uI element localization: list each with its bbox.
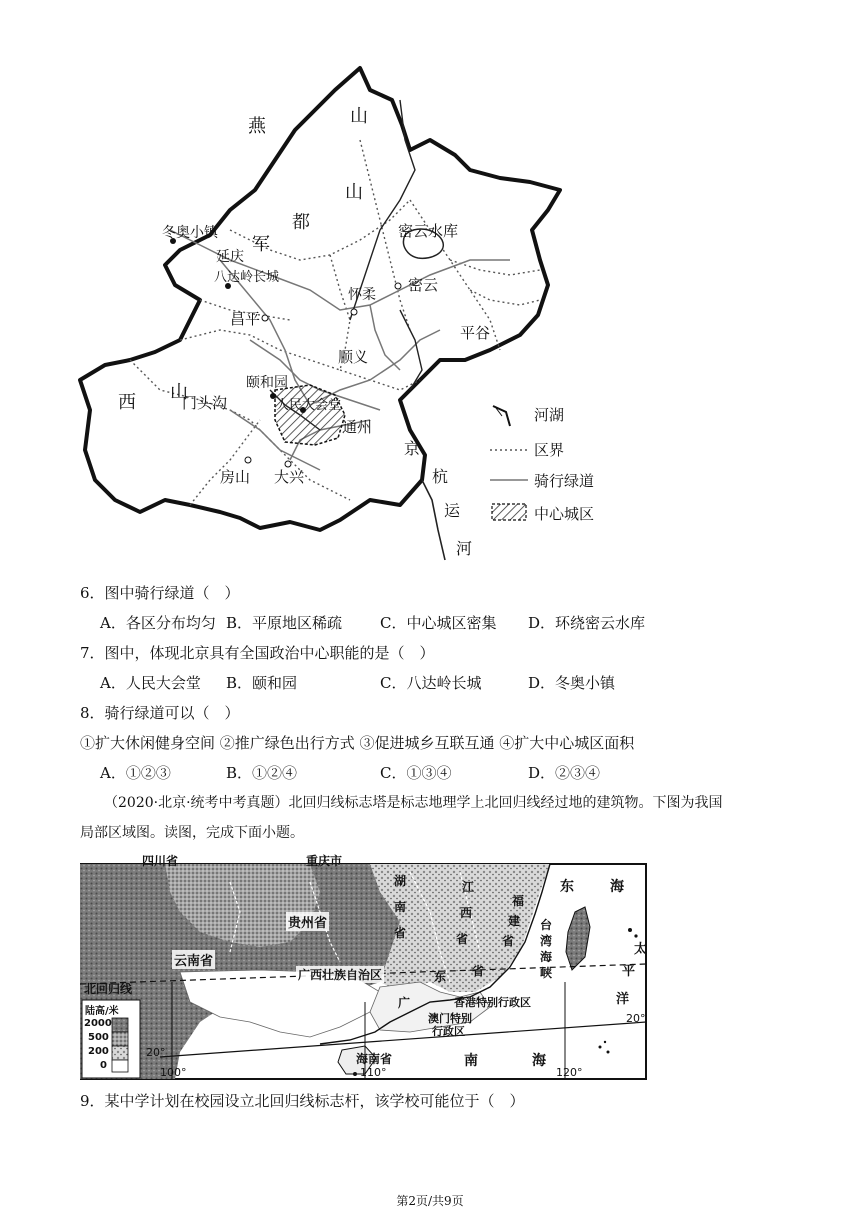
question-6-stem: 6．图中骑行绿道（ ） <box>80 584 240 602</box>
q6-option-a: A．各区分布均匀 <box>100 614 216 632</box>
q7-option-b: B．颐和园 <box>226 674 298 692</box>
label-xi: 西 <box>460 906 473 920</box>
label-shan-1: 山 <box>350 106 368 127</box>
label-dong: 东 <box>434 970 447 984</box>
page-footer: 第2页/共9页 <box>396 1194 464 1208</box>
label-lat-20-west: 20° <box>146 1046 166 1059</box>
label-dongao: 冬奥小镇 <box>162 225 218 241</box>
question-7-stem: 7．图中，体现北京具有全国政治中心职能的是（ ） <box>80 644 435 662</box>
beijing-map <box>70 60 630 570</box>
label-miyun-reservoir: 密云水库 <box>398 222 459 240</box>
label-sheng-4: 省 <box>472 964 485 978</box>
label-yunnan: 云南省 <box>172 950 215 969</box>
label-fu: 福 <box>512 894 525 908</box>
elevation-legend-200: 200 <box>88 1046 109 1057</box>
label-xi: 西 <box>118 392 136 413</box>
label-taiwan-2: 湾 <box>540 934 553 948</box>
label-badaling: 八达岭长城 <box>214 270 280 285</box>
label-jiang: 江 <box>462 880 475 894</box>
label-shan-2: 山 <box>345 182 363 203</box>
label-hai-sea: 海 <box>532 1053 546 1069</box>
q6-option-d: D．环绕密云水库 <box>528 614 646 632</box>
label-jing: 京 <box>404 439 421 458</box>
central-area-icon <box>492 504 526 520</box>
elevation-legend-title: 陆高/米 <box>85 1006 119 1017</box>
label-shan-3: 山 <box>170 382 188 403</box>
label-changping: 昌平 <box>230 310 261 328</box>
label-lat-20-east: 20° <box>626 1012 646 1025</box>
label-yan: 燕 <box>248 116 266 137</box>
label-taiwan-3: 海 <box>540 950 553 964</box>
intro-line-1: （2020·北京·统考中考真题）北回归线标志塔是标志地理学上北回归线经过地的建筑物。下图为我国 <box>104 795 723 811</box>
label-guangxi: 广西壮族自治区 <box>298 968 383 982</box>
label-huairou: 怀柔 <box>348 287 376 303</box>
label-he: 河 <box>456 539 473 558</box>
label-donghai-2: 海 <box>610 879 624 895</box>
label-sichuan: 四川省 <box>142 854 179 868</box>
question-9-stem: 9．某中学计划在校园设立北回归线标志杆，该学校可能位于（ ） <box>80 1092 525 1110</box>
river-icon <box>493 406 510 426</box>
label-lon-110: 110° <box>360 1066 387 1079</box>
q8-option-b: B．①②④ <box>226 764 298 782</box>
label-shunyi: 顺义 <box>338 348 369 366</box>
q8-option-d: D．②③④ <box>528 764 601 782</box>
label-sheng-2: 省 <box>456 932 469 946</box>
label-miyun: 密云 <box>408 276 439 294</box>
label-yun: 运 <box>444 501 461 520</box>
label-taiwan-4: 峡 <box>540 966 553 980</box>
label-lon-100: 100° <box>160 1066 187 1079</box>
label-hu: 湖 <box>394 874 407 888</box>
question-8-statements: ①扩大休闲健身空间 ②推广绿色出行方式 ③促进城乡互联互通 ④扩大中心城区面积 <box>80 734 635 752</box>
label-jun: 军 <box>252 234 270 255</box>
legend-item: 中心城区 <box>534 504 595 523</box>
label-chongqing: 重庆市 <box>306 854 343 868</box>
intro-line-2: 局部区域图。读图，完成下面小题。 <box>80 825 304 841</box>
label-mentougou: 门头沟 <box>182 394 228 412</box>
label-taiwan-1: 台 <box>540 918 553 932</box>
label-macau-1: 澳门特别 <box>428 1012 472 1025</box>
label-guang: 广 <box>398 996 411 1010</box>
q7-option-a: A．人民大会堂 <box>100 674 201 692</box>
label-daxing: 大兴 <box>274 468 305 486</box>
label-hang: 杭 <box>432 467 449 486</box>
label-fangshan: 房山 <box>220 468 251 486</box>
label-nan-1: 南 <box>394 900 407 914</box>
label-guizhou: 贵州省 <box>286 912 329 931</box>
question-8-stem: 8．骑行绿道可以（ ） <box>80 704 240 722</box>
label-yang: 洋 <box>616 992 630 1007</box>
label-yiheyuan: 颐和园 <box>246 375 288 391</box>
legend-item: 骑行绿道 <box>534 471 595 490</box>
q6-option-b: B．平原地区稀疏 <box>226 614 343 632</box>
label-tongzhou: 通州 <box>342 418 373 436</box>
south-china-map <box>80 852 648 1080</box>
q6-option-c: C．中心城区密集 <box>380 614 497 632</box>
label-donghai-1: 东 <box>560 879 574 895</box>
q8-option-c: C．①③④ <box>380 764 452 782</box>
elevation-legend-0: 0 <box>100 1060 107 1071</box>
elevation-legend-500: 500 <box>88 1032 109 1043</box>
label-renmin-dahuitang: 人民大会堂 <box>276 398 342 413</box>
label-ping: 平 <box>622 964 636 979</box>
label-sheng-1: 省 <box>394 926 407 940</box>
label-tai: 太 <box>634 942 648 957</box>
label-nan-sea: 南 <box>464 1053 478 1069</box>
label-yanqing: 延庆 <box>216 249 244 265</box>
label-jian: 建 <box>508 914 521 928</box>
label-hainan: 海南省 <box>356 1052 393 1066</box>
q7-option-c: C．八达岭长城 <box>380 674 482 692</box>
legend-item: 河湖 <box>534 405 565 424</box>
label-du: 都 <box>292 212 310 233</box>
elevation-legend-2000: 2000 <box>84 1018 112 1029</box>
label-pinggu: 平谷 <box>460 324 491 342</box>
label-hongkong: 香港特别行政区 <box>454 996 531 1009</box>
q8-option-a: A．①②③ <box>100 764 171 782</box>
legend-item: 区界 <box>534 440 565 459</box>
label-macau-2: 行政区 <box>432 1025 465 1038</box>
label-tropic-of-cancer: 北回归线 <box>84 982 133 996</box>
label-lon-120: 120° <box>556 1066 583 1079</box>
label-sheng-3: 省 <box>502 934 515 948</box>
q7-option-d: D．冬奥小镇 <box>528 674 616 692</box>
beijing-map-drawing <box>70 60 630 570</box>
